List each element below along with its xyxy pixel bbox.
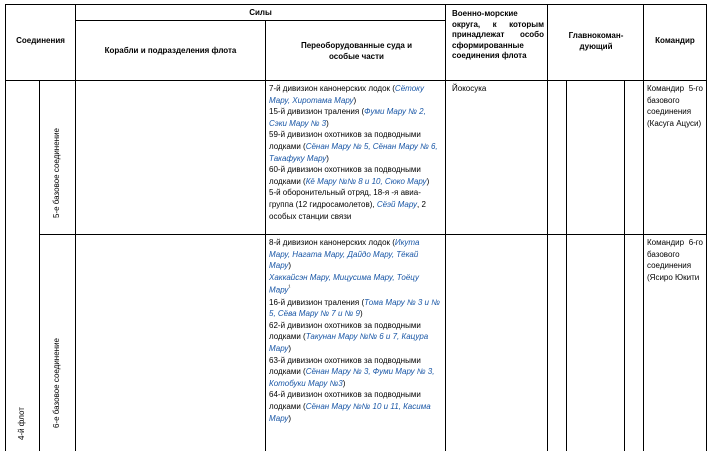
unit-entry-tail: ) <box>288 261 292 271</box>
vessel-names: Хаккайсэн Мару, Мицусима Мару, Тоёцу Мару <box>269 272 419 296</box>
ships-column-border <box>265 20 266 451</box>
unit-entry <box>269 272 442 297</box>
converted-column-border <box>445 4 446 451</box>
fleet-label: 4-й флот <box>17 407 26 440</box>
unit-entry-lead: 5-й оборонительный отряд, 18-я -я авиагруппа (12 гидросамолетов), <box>269 188 421 209</box>
ships-header: Корабли и подразделения флота <box>104 46 237 55</box>
unit-entry-tail: ) <box>326 118 329 128</box>
unit-entry <box>269 389 442 424</box>
commander-in-chief-header: Главнокомандующий <box>568 31 624 51</box>
vessel-names: Кё Мару №№ 8 и 10, Сюко Мару <box>305 176 427 186</box>
unit-entry-lead: 63-й дивизион охотников за подводными лодками ( <box>269 355 421 377</box>
vessel-names: Сёнан Мару № 5, Сёнан Мару № 6, Такафуку Мару <box>269 141 438 163</box>
unit-entry <box>269 187 442 222</box>
table-left-border <box>5 4 6 451</box>
cic-inner-left-border <box>566 80 567 451</box>
commander-name-6th: (Ясиро Юкити <box>647 272 700 282</box>
unit-entry-tail: ) <box>342 378 346 388</box>
commander-title-6th: Командир 6-го базового соединения <box>647 238 703 271</box>
commander-title-5th: Командир 5-го базового соединения <box>647 84 703 117</box>
unit-entry-lead: 16-й дивизион траления ( <box>269 297 365 307</box>
unit-entry <box>269 355 442 390</box>
table-top-border <box>5 4 707 5</box>
row-divider <box>39 234 707 235</box>
unit-entry-tail: ) <box>288 344 292 353</box>
vessel-names: Сётоку Мару, Хиротама Мару <box>269 84 424 105</box>
converted-cell-6th <box>269 237 442 424</box>
table-right-border <box>706 4 707 451</box>
unit-entry-tail: ) <box>288 413 292 423</box>
district-column-border <box>547 4 548 451</box>
unit-entry-tail: ) <box>353 95 357 105</box>
unit-entry-tail: , 2 особых станции связи <box>269 199 426 221</box>
vessel-names: Сёэй Мару <box>376 199 418 209</box>
unit-entry <box>269 83 442 106</box>
unit-entry <box>269 237 442 272</box>
units-column-border <box>75 4 76 451</box>
unit-entry-tail: ) <box>426 176 430 186</box>
vessel-names: Фуми Мару № 2, Сэки Мару № 3 <box>269 107 426 128</box>
unit-entry-lead: 7-й дивизион канонерских лодок ( <box>269 84 395 93</box>
commander-name-5th: (Касуга Ацуси) <box>647 118 702 128</box>
district-cell-5th: Йокосука <box>452 84 487 93</box>
converted-header: Переоборудованные суда и особые части <box>300 41 413 61</box>
unit-entry <box>269 320 442 355</box>
unit-entry-lead: 8-й дивизион канонерских лодок ( <box>269 238 395 247</box>
unit-entry-lead: 15-й дивизион траления ( <box>269 107 365 117</box>
districts-header: Военно-морские округа, к которым принадлежат особо сформированные соединения флота <box>452 9 544 60</box>
unit-entry-lead: 62-й дивизион охотников за подводными лодками ( <box>269 320 421 342</box>
vessel-names: Такунан Мару №№ 6 и 7, Кацура Мару <box>269 332 429 353</box>
commander-cell-5th <box>647 83 703 129</box>
unit-entry-lead: 64-й дивизион охотников за подводными лодками ( <box>269 390 421 411</box>
cic-inner-right-border <box>624 80 625 451</box>
commander-header: Командир <box>655 36 695 45</box>
unit-entry <box>269 129 442 164</box>
vessel-names: Икута Мару, Нагата Мару, Дайдо Мару, Тёкай Мару <box>269 238 420 271</box>
row-label-5th-base: 5-е базовое соединение <box>52 127 61 218</box>
commander-cell-6th <box>647 237 703 283</box>
vessel-names: Сёнан Мару № 3, Фуми Мару № 3, Котобуки Мару №3 <box>269 367 435 388</box>
units-header: Соединения <box>16 36 65 45</box>
fleet-column-border <box>39 80 40 451</box>
vessel-names: Сёнан Мару №№ 10 и 11, Касима Мару <box>269 401 431 423</box>
forces-subheader-border <box>75 20 445 21</box>
unit-entry <box>269 164 442 187</box>
unit-entry-lead: 60-й дивизион охотников за подводными лодками ( <box>269 165 421 186</box>
unit-entry-lead: 59-й дивизион охотников за подводными лодками ( <box>269 130 421 151</box>
header-bottom-border <box>5 80 707 81</box>
unit-entry <box>269 297 442 320</box>
forces-header: Силы <box>249 8 272 17</box>
vessel-names: Тома Мару № 3 и № 5, Сёва Мару № 7 и № 9 <box>269 297 440 319</box>
unit-entry-tail: ) <box>359 309 363 319</box>
unit-entry <box>269 106 442 129</box>
row-label-6th-base: 6-е базовое соединение <box>52 337 61 428</box>
commander-column-border <box>643 4 644 451</box>
unit-entry-tail: ¹ <box>288 285 291 292</box>
unit-entry-tail: ) <box>326 153 329 163</box>
converted-cell-5th <box>269 83 442 222</box>
